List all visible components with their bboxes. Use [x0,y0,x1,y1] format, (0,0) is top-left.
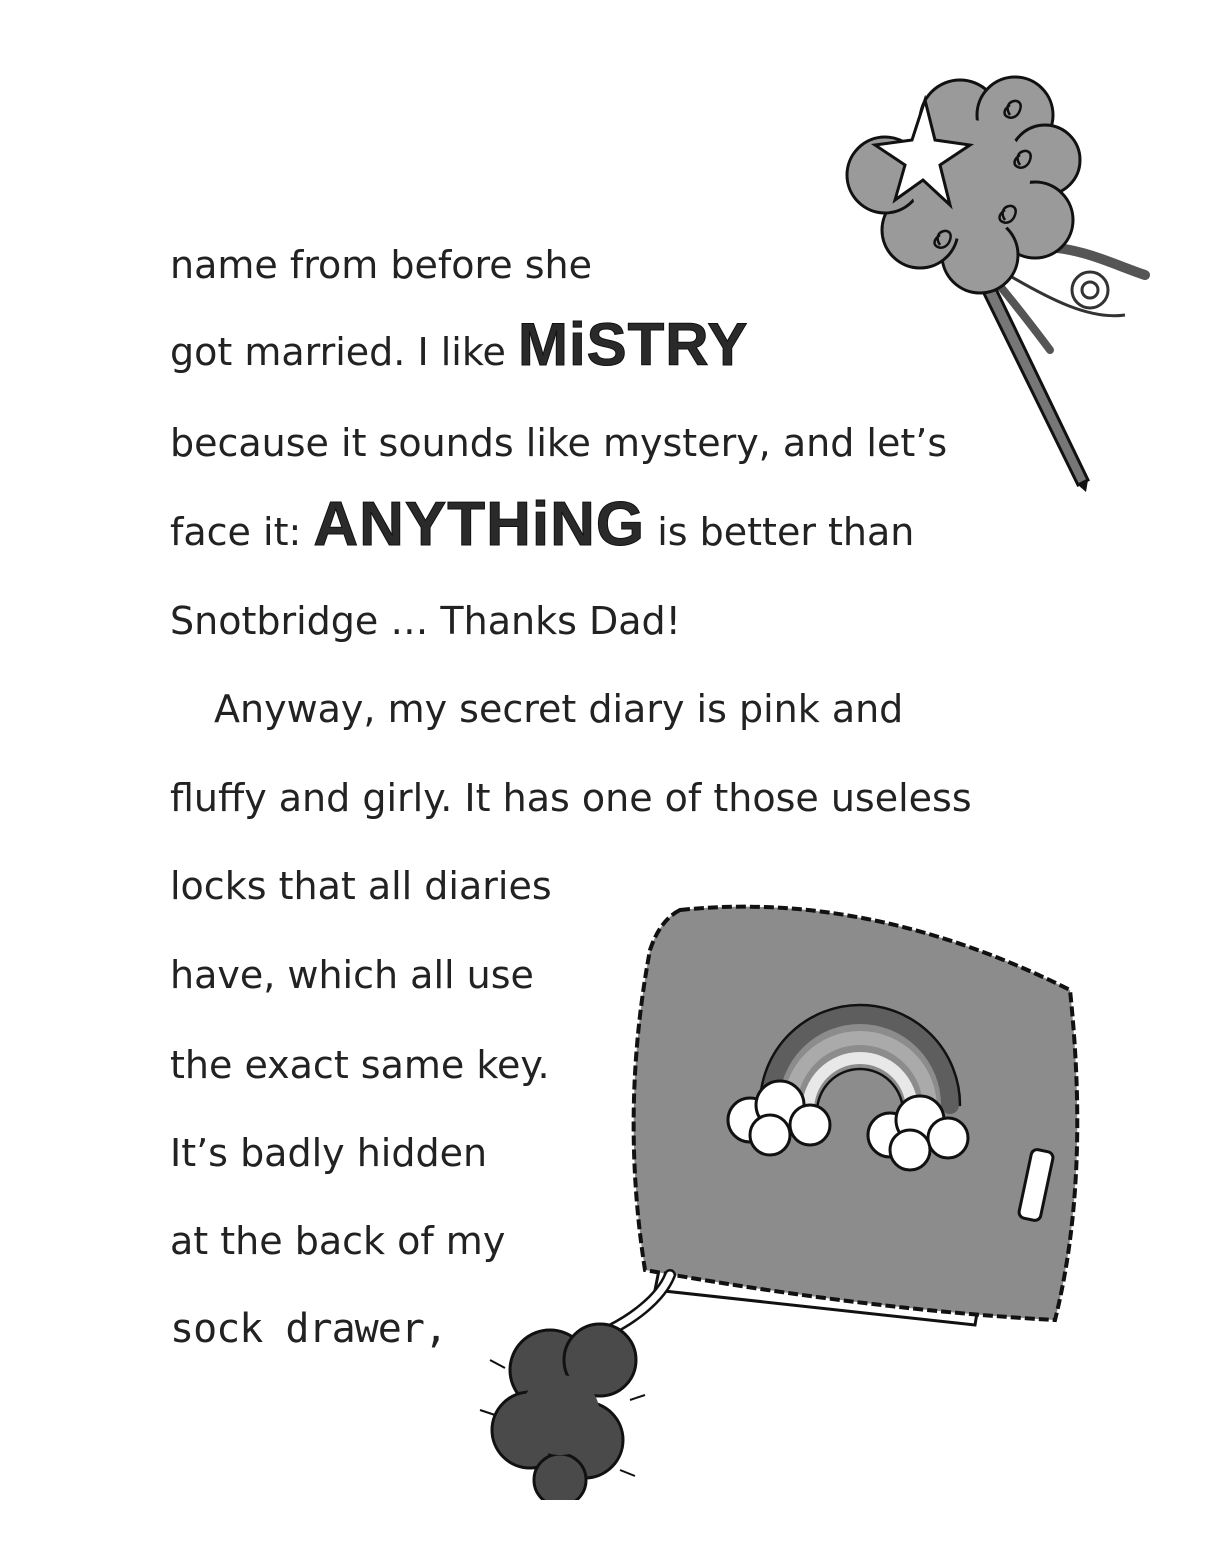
text-line-2 [170,311,749,378]
anything-emphasis: ANYTHiNG [313,490,646,559]
text-line-4-prefix: face it: [170,510,314,554]
text-line-6: Anyway, my secret diary is pink and [214,687,904,731]
text-line-4-suffix: is better than [645,510,915,554]
text-line-10: the exact same key. [170,1043,550,1087]
text-line-4 [170,490,915,559]
mistry-emphasis: MiSTRY [517,311,749,378]
text-line-12: at the back of my [170,1219,506,1263]
text-line-1: name from before she [170,243,592,287]
text-line-13-handwritten: sock drawer, [170,1306,447,1352]
text-line-7: fluffy and girly. It has one of those useless [170,776,972,820]
text-line-5: Snotbridge … Thanks Dad! [170,599,681,643]
text-line-8: locks that all diaries [170,864,552,908]
text-line-11: It’s badly hidden [170,1131,488,1175]
text-line-2-prefix: got married. I like [170,330,518,374]
magic-wand-illustration [820,60,1170,500]
fluffy-diary-illustration [470,880,1110,1500]
text-line-3: because it sounds like mystery, and let’s [170,421,948,465]
text-line-9: have, which all use [170,953,534,997]
